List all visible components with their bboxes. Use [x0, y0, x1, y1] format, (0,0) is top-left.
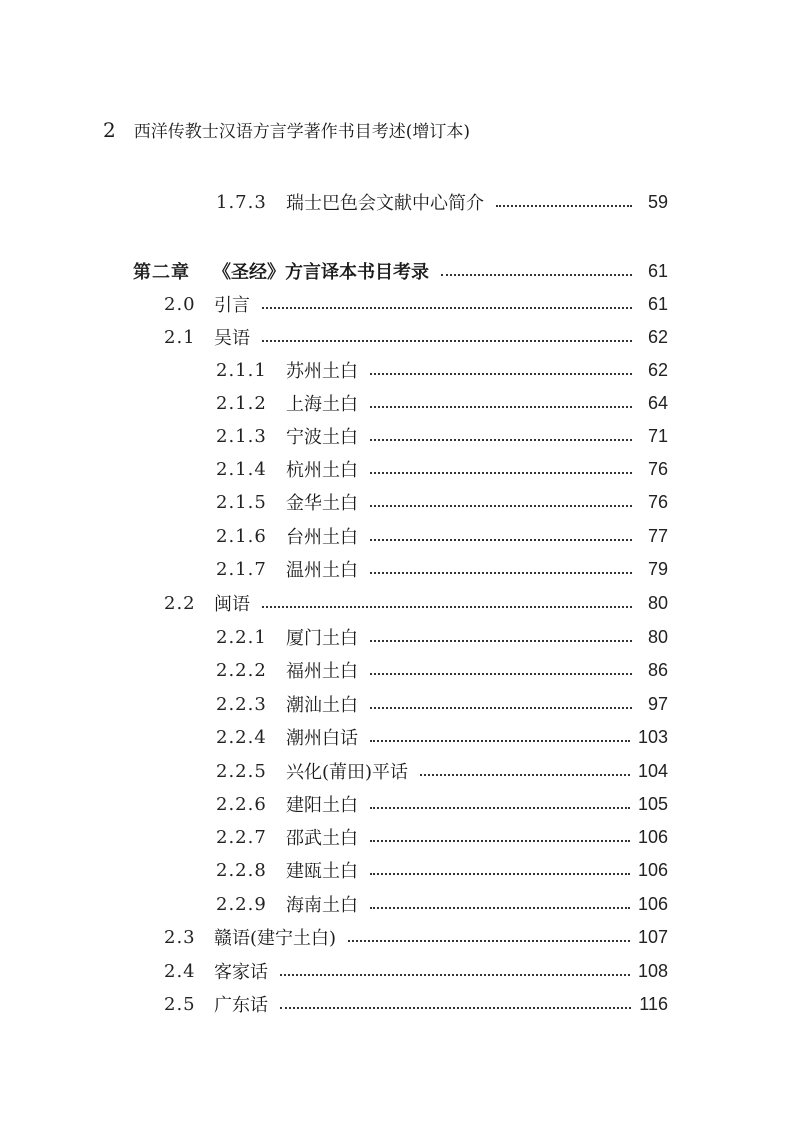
- toc-entry-number: 2.2.4: [216, 726, 267, 748]
- toc-entry-page: 108: [637, 960, 668, 981]
- toc-entry-title: 建阳土白: [286, 795, 358, 816]
- toc-entry-title: 台州土白: [286, 527, 358, 548]
- toc-entry-2-2-4[interactable]: [216, 722, 668, 752]
- toc-entry-title: 上海土白: [286, 394, 358, 415]
- toc-entry-2-1-4[interactable]: [216, 454, 668, 484]
- toc-entry-number: 2.0: [164, 293, 196, 315]
- toc-entry-number: 2.1.1: [216, 359, 267, 381]
- toc-entry-2-0[interactable]: [164, 289, 668, 319]
- toc-entry-title: 杭州土白: [286, 460, 358, 481]
- toc-chapter-title: 《圣经》方言译本书目考录: [213, 262, 429, 283]
- toc-entry-page: 106: [637, 826, 668, 847]
- toc-entry-2-2-1[interactable]: [216, 622, 668, 652]
- dot-leader: [370, 639, 632, 642]
- toc-entry-page: 97: [647, 693, 668, 714]
- toc-entry-title: 广东话: [214, 995, 268, 1016]
- page-number: 2: [103, 118, 116, 142]
- dot-leader: [370, 405, 632, 408]
- toc-entry-2-5[interactable]: [164, 989, 668, 1019]
- toc-entry-number: 2.4: [164, 960, 196, 982]
- toc-entry-page: 79: [647, 558, 668, 579]
- dot-leader: [370, 906, 630, 909]
- toc-entry-1-7-3[interactable]: [216, 187, 668, 217]
- toc-entry-page: 86: [647, 659, 668, 680]
- toc-entry-2-2-2[interactable]: [216, 655, 668, 685]
- toc-entry-number: 2.2: [164, 592, 196, 614]
- toc-entry-title: 建瓯土白: [286, 861, 358, 882]
- toc-entry-2-2-3[interactable]: [216, 689, 668, 719]
- dot-leader: [262, 339, 632, 342]
- toc-entry-page: 76: [647, 458, 668, 479]
- toc-entry-page: 61: [647, 293, 668, 314]
- dot-leader: [370, 438, 632, 441]
- toc-entry-page: 80: [647, 592, 668, 613]
- toc-entry-2-2[interactable]: [164, 588, 668, 618]
- toc-entry-2-2-9[interactable]: [216, 889, 668, 919]
- dot-leader: [348, 939, 630, 942]
- toc-entry-number: 2.2.6: [216, 793, 267, 815]
- dot-leader: [280, 1006, 631, 1009]
- toc-entry-title: 潮汕土白: [286, 695, 358, 716]
- toc-entry-title: 厦门土白: [286, 628, 358, 649]
- toc-entry-page: 64: [647, 392, 668, 413]
- toc-entry-page: 62: [647, 326, 668, 347]
- toc-chapter-2[interactable]: [133, 256, 668, 286]
- toc-entry-title: 宁波土白: [286, 427, 358, 448]
- toc-entry-page: 59: [647, 191, 668, 212]
- toc-entry-page: 104: [637, 760, 668, 781]
- toc-entry-page: 77: [647, 525, 668, 546]
- toc-entry-title: 金华土白: [286, 493, 358, 514]
- toc-entry-number: 2.3: [164, 926, 196, 948]
- toc-entry-number: 2.2.7: [216, 826, 267, 848]
- toc-entry-2-1-2[interactable]: [216, 388, 668, 418]
- toc-entry-2-2-8[interactable]: [216, 855, 668, 885]
- dot-leader: [262, 605, 632, 608]
- toc-entry-2-2-6[interactable]: [216, 789, 668, 819]
- toc-entry-number: 2.1.7: [216, 558, 267, 580]
- book-title: 西洋传教士汉语方言学著作书目考述(增订本): [133, 122, 470, 142]
- toc-entry-number: 2.2.3: [216, 693, 267, 715]
- toc-entry-2-1-1[interactable]: [216, 355, 668, 385]
- toc-entry-page: 105: [637, 793, 668, 814]
- toc-entry-page: 61: [647, 260, 668, 281]
- dot-leader: [280, 973, 630, 976]
- dot-leader: [370, 839, 630, 842]
- toc-entry-title: 潮州白话: [286, 728, 358, 749]
- toc-entry-number: 2.2.2: [216, 659, 267, 681]
- dot-leader: [370, 806, 630, 809]
- toc-entry-title: 苏州土白: [286, 361, 358, 382]
- toc-entry-title: 海南土白: [286, 895, 358, 916]
- toc-entry-title: 温州土白: [286, 560, 358, 581]
- toc-entry-number: 2.5: [164, 993, 196, 1015]
- toc-entry-title: 邵武土白: [286, 828, 358, 849]
- toc-entry-2-2-5[interactable]: [216, 756, 668, 786]
- toc-entry-title: 客家话: [214, 962, 268, 983]
- toc-entry-number: 2.1: [164, 326, 196, 348]
- toc-entry-page: 76: [647, 491, 668, 512]
- dot-leader: [496, 204, 632, 207]
- dot-leader: [441, 273, 632, 276]
- toc-entry-2-1-6[interactable]: [216, 521, 668, 551]
- toc-entry-number: 2.2.5: [216, 760, 267, 782]
- toc-entry-2-1-5[interactable]: [216, 487, 668, 517]
- toc-entry-title: 赣语(建宁土白): [214, 928, 337, 949]
- dot-leader: [370, 504, 632, 507]
- toc-entry-2-3[interactable]: [164, 922, 668, 952]
- toc-entry-number: 1.7.3: [216, 191, 267, 213]
- toc-entry-title: 吴语: [214, 328, 250, 349]
- toc-entry-number: 2.2.9: [216, 893, 267, 915]
- toc-entry-title: 引言: [214, 295, 250, 316]
- toc-entry-2-1-7[interactable]: [216, 554, 668, 584]
- toc-chapter-number: 第二章: [133, 262, 190, 283]
- toc-entry-title: 闽语: [214, 594, 250, 615]
- toc-entry-page: 107: [637, 926, 668, 947]
- toc-entry-number: 2.1.5: [216, 491, 267, 513]
- toc-entry-number: 2.1.3: [216, 425, 267, 447]
- dot-leader: [370, 471, 632, 474]
- toc-entry-number: 2.1.2: [216, 392, 267, 414]
- dot-leader: [370, 706, 632, 709]
- toc-entry-title: 兴化(莆田)平话: [286, 762, 409, 783]
- toc-entry-page: 103: [637, 726, 668, 747]
- toc-entry-page: 71: [647, 425, 668, 446]
- dot-leader: [370, 872, 630, 875]
- toc-entry-title: 瑞士巴色会文献中心简介: [286, 193, 484, 214]
- toc-entry-number: 2.2.8: [216, 859, 267, 881]
- dot-leader: [370, 372, 632, 375]
- toc-entry-title: 福州土白: [286, 661, 358, 682]
- toc-entry-2-1[interactable]: [164, 322, 668, 352]
- toc-entry-page: 106: [637, 893, 668, 914]
- toc-entry-2-2-7[interactable]: [216, 822, 668, 852]
- dot-leader: [370, 538, 632, 541]
- dot-leader: [420, 773, 630, 776]
- dot-leader: [370, 571, 632, 574]
- toc-entry-page: 116: [639, 993, 668, 1014]
- toc-entry-2-1-3[interactable]: [216, 421, 668, 451]
- toc-entry-2-4[interactable]: [164, 956, 668, 986]
- toc-entry-page: 62: [647, 359, 668, 380]
- dot-leader: [370, 672, 632, 675]
- dot-leader: [262, 306, 632, 309]
- dot-leader: [370, 739, 630, 742]
- toc-entry-page: 106: [637, 859, 668, 880]
- toc-entry-number: 2.1.6: [216, 525, 267, 547]
- toc-entry-page: 80: [647, 626, 668, 647]
- toc-entry-number: 2.1.4: [216, 458, 267, 480]
- toc-entry-number: 2.2.1: [216, 626, 267, 648]
